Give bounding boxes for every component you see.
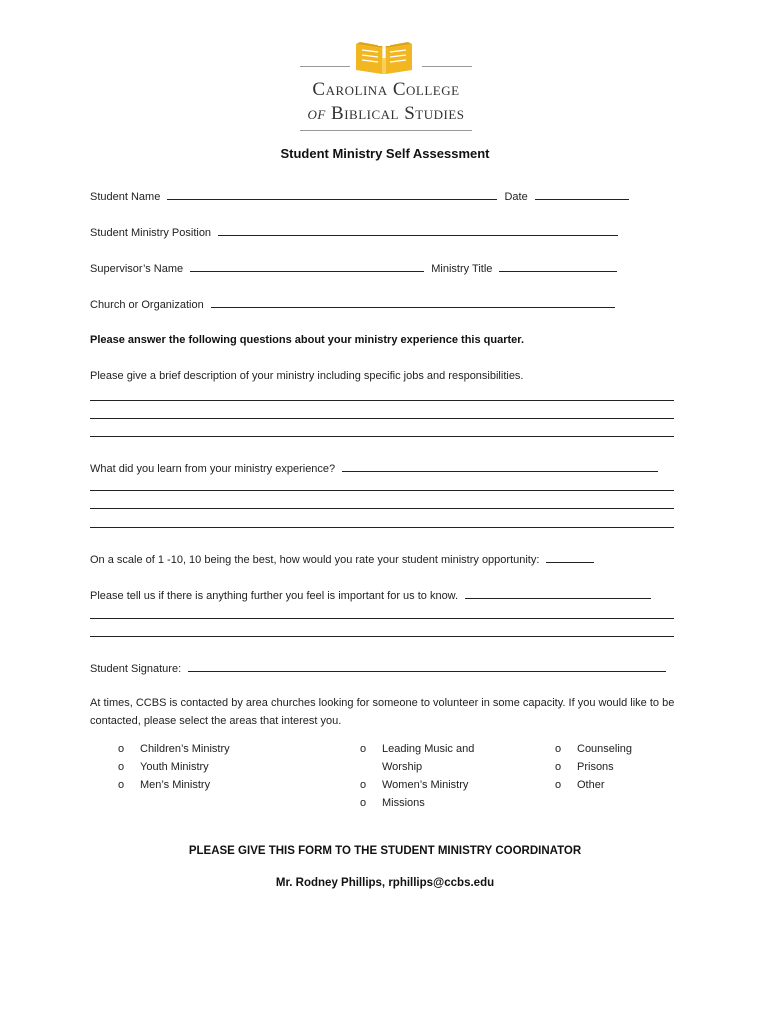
question-3 <box>90 552 674 566</box>
instruction-text: Please answer the following questions about your ministry experience this quarter. <box>90 334 525 346</box>
open-book-cross-icon <box>354 36 414 76</box>
logo-rule-left <box>300 66 350 67</box>
option-label: Men’s Ministry <box>140 779 211 791</box>
coordinator-contact: Mr. Rodney Phillips, rphillips@ccbs.edu <box>275 877 495 889</box>
option-label: Prisons <box>577 761 614 773</box>
answer-line[interactable] <box>90 400 674 401</box>
question-3-text: On a scale of 1 -10, 10 being the best, how would you rate your student ministry opportunity: <box>90 554 540 566</box>
signature-field[interactable] <box>188 661 666 672</box>
question-2-text: What did you learn from your ministry experience? <box>90 463 336 475</box>
date-field[interactable] <box>535 189 629 200</box>
checkbox-bullet-icon[interactable]: o <box>555 761 562 773</box>
position-row <box>90 225 674 239</box>
logo-text-biblical-studies: Biblical Studies <box>331 103 465 124</box>
question-4-field[interactable] <box>465 588 651 599</box>
checkbox-bullet-icon[interactable]: o <box>360 743 367 755</box>
signature-row <box>90 661 674 675</box>
option-prisons[interactable] <box>555 758 695 776</box>
question-1-text: Please give a brief description of your ministry including specific jobs and responsibilities. <box>90 370 524 382</box>
position-label: Student Ministry Position <box>90 227 212 239</box>
signature-label: Student Signature: <box>90 663 182 675</box>
rating-field[interactable] <box>546 552 594 563</box>
question-1 <box>90 370 674 382</box>
answer-line[interactable] <box>90 490 674 491</box>
checkbox-bullet-icon[interactable]: o <box>555 743 562 755</box>
answer-line[interactable] <box>90 618 674 619</box>
answer-line[interactable] <box>90 418 674 419</box>
option-womens-ministry[interactable] <box>360 776 540 794</box>
question-2 <box>90 461 674 475</box>
checkbox-bullet-icon[interactable]: o <box>118 761 125 773</box>
option-other[interactable] <box>555 776 695 794</box>
answer-line[interactable] <box>90 508 674 509</box>
option-label: Missions <box>382 797 425 809</box>
option-label: Counseling <box>577 743 633 755</box>
option-label: Other <box>577 779 605 791</box>
supervisor-row <box>90 261 674 275</box>
question-4-text: Please tell us if there is anything further you feel is important for us to know. <box>90 590 459 602</box>
answer-line[interactable] <box>90 527 674 528</box>
ministry-title-label: Ministry Title <box>431 263 493 275</box>
option-mens-ministry[interactable] <box>118 776 318 794</box>
supervisor-label: Supervisor’s Name <box>90 263 184 275</box>
checkbox-bullet-icon[interactable]: o <box>555 779 562 791</box>
option-childrens-ministry[interactable] <box>118 740 318 758</box>
option-youth-ministry[interactable] <box>118 758 318 776</box>
option-label: Leading Music and <box>382 743 475 755</box>
logo-rule-bottom <box>300 130 472 131</box>
answer-line[interactable] <box>90 636 674 637</box>
logo-text-line2 <box>300 103 472 125</box>
checkbox-bullet-icon[interactable]: o <box>360 797 367 809</box>
question-2-field[interactable] <box>342 461 658 472</box>
church-label: Church or Organization <box>90 299 204 311</box>
option-leading-music[interactable] <box>360 740 540 758</box>
church-row <box>90 297 674 311</box>
option-label: Children’s Ministry <box>140 743 230 755</box>
college-logo <box>300 36 472 136</box>
logo-text-of: of <box>307 103 326 124</box>
submission-instruction: PLEASE GIVE THIS FORM TO THE STUDENT MINISTRY COORDINATOR <box>188 845 582 857</box>
position-field[interactable] <box>218 225 618 236</box>
student-name-row <box>90 189 674 203</box>
date-label: Date <box>504 191 528 203</box>
student-name-label: Student Name <box>90 191 161 203</box>
option-label: Worship <box>382 761 423 773</box>
options-column-1 <box>118 740 318 794</box>
option-leading-music-cont <box>360 758 540 776</box>
supervisor-field[interactable] <box>190 261 424 272</box>
logo-rule-right <box>422 66 472 67</box>
checkbox-bullet-icon[interactable]: o <box>360 779 367 791</box>
checkbox-bullet-icon[interactable]: o <box>118 779 125 791</box>
option-label: Women’s Ministry <box>382 779 469 791</box>
answer-line[interactable] <box>90 436 674 437</box>
options-column-2 <box>360 740 540 812</box>
church-field[interactable] <box>211 297 615 308</box>
option-counseling[interactable] <box>555 740 695 758</box>
ministry-title-field[interactable] <box>499 261 617 272</box>
options-column-3 <box>555 740 695 794</box>
student-name-field[interactable] <box>167 189 497 200</box>
question-4 <box>90 588 674 602</box>
volunteer-paragraph: At times, CCBS is contacted by area churches looking for someone to volunteer in some capacity. If you would like to be contacted, please select the areas that interest you. <box>90 697 675 727</box>
option-missions[interactable] <box>360 794 540 812</box>
checkbox-bullet-icon[interactable]: o <box>118 743 125 755</box>
logo-text-line1: Carolina College <box>312 79 460 100</box>
page-title: Student Ministry Self Assessment <box>280 146 490 161</box>
option-label: Youth Ministry <box>140 761 209 773</box>
